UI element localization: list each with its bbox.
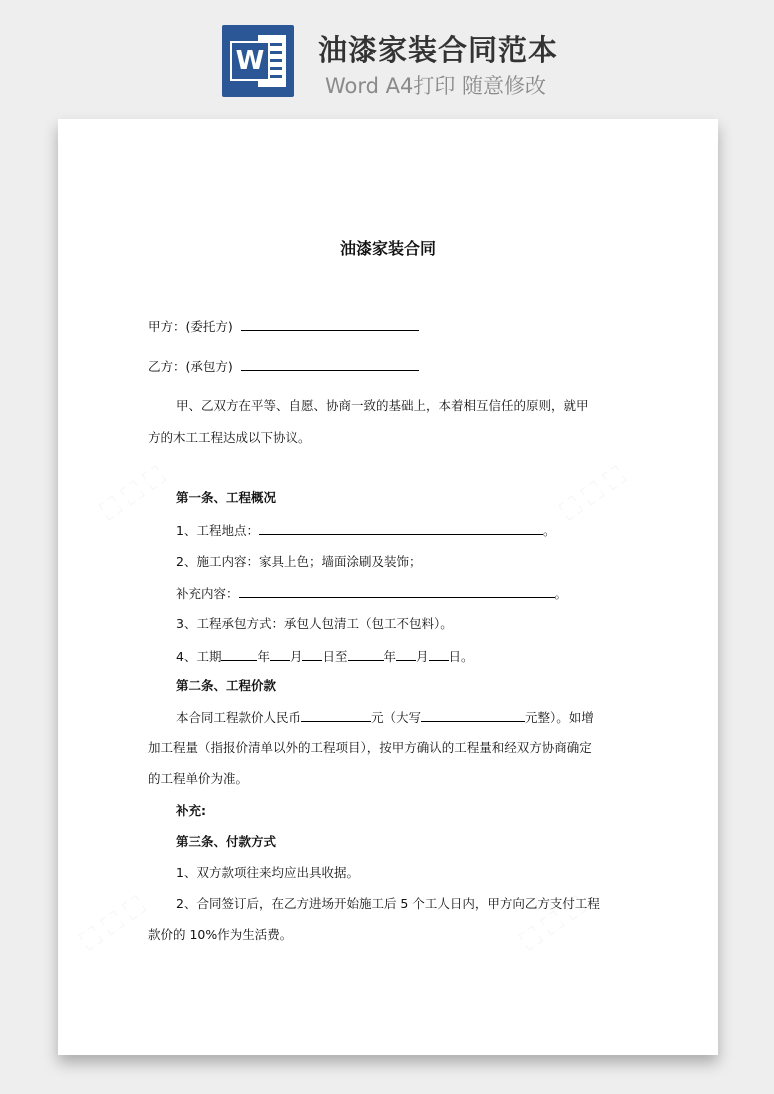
period-prefix: 4、工期 — [176, 649, 222, 664]
party-b-blank — [241, 357, 419, 371]
period-end-day-blank — [429, 647, 449, 661]
word-icon — [222, 25, 294, 97]
article-2-line-2: 加工程量（指报价清单以外的工程项目），按甲方确认的工程量和经双方协商确定 — [148, 740, 592, 755]
period-day-end-label: 日。 — [448, 649, 474, 664]
site-blank — [259, 521, 543, 535]
article-3-item-2-line-2: 款价的 10%作为生活费。 — [148, 927, 293, 942]
article-2-heading: 第二条、工程价款 — [176, 678, 277, 693]
price-amount-blank — [301, 708, 371, 722]
article-3-item-2-line-1: 2、合同签订后，在乙方进场开始施工后 5 个工人日内，甲方向乙方支付工程 — [176, 896, 600, 911]
watermark — [76, 891, 152, 957]
article-2-line-3: 的工程单价为准。 — [148, 771, 249, 786]
period-end-year-blank — [348, 647, 384, 661]
period-year2-label: 年 — [383, 649, 397, 664]
watermark — [556, 461, 632, 527]
article-2-line-1 — [176, 708, 594, 727]
document-page — [58, 119, 718, 1055]
article-1-supplement — [176, 584, 567, 603]
supplement-end: 。 — [554, 586, 568, 601]
price-capital-blank — [421, 708, 525, 722]
word-icon-letter: W — [230, 41, 270, 81]
supplement-label: 补充内容： — [176, 586, 239, 601]
article-1-item-2: 2、施工内容：家具上色；墙面涂刷及装饰； — [176, 554, 422, 569]
banner-title: 油漆家装合同范本 — [318, 33, 559, 67]
template-banner — [0, 0, 774, 110]
party-b-line — [148, 357, 419, 376]
period-start-year-blank — [221, 647, 257, 661]
period-start-month-blank — [270, 647, 290, 661]
party-a-line — [148, 317, 419, 336]
site-end: 。 — [542, 523, 556, 538]
article-1-item-3: 3、工程承包方式：承包人包清工（包工不包料）。 — [176, 616, 453, 631]
period-year-label: 年 — [257, 649, 270, 664]
period-month2-label: 月 — [416, 649, 429, 664]
supplement-blank — [239, 584, 555, 598]
price-prefix: 本合同工程款价人民币 — [176, 710, 302, 725]
intro-line-1: 甲、乙双方在平等、自愿、协商一致的基础上，本着相互信任的原则，就甲 — [176, 398, 589, 413]
period-start-day-blank — [302, 647, 322, 661]
site-label: 1、工程地点： — [176, 523, 259, 538]
article-3-item-1: 1、双方款项往来均应出具收据。 — [176, 865, 359, 880]
party-a-blank — [241, 317, 419, 331]
article-2-supplement: 补充: — [176, 803, 206, 818]
party-a-label: 甲方：(委托方) — [148, 319, 233, 334]
price-mid: 元（大写 — [371, 710, 422, 725]
watermark — [96, 461, 172, 527]
banner-subtitle: Word A4打印 随意修改 — [325, 74, 547, 98]
period-day-to-label: 日至 — [322, 649, 348, 664]
article-1-item-4 — [176, 647, 474, 666]
article-1-heading: 第一条、工程概况 — [176, 490, 277, 505]
article-3-heading: 第三条、付款方式 — [176, 834, 277, 849]
article-1-item-1 — [176, 521, 555, 540]
period-month-label: 月 — [289, 649, 303, 664]
intro-line-2: 方的木工工程达成以下协议。 — [148, 430, 311, 445]
period-end-month-blank — [396, 647, 416, 661]
party-b-label: 乙方：(承包方) — [148, 359, 233, 374]
price-end: 元整）。如增 — [525, 710, 594, 725]
document-title: 油漆家装合同 — [339, 239, 436, 258]
